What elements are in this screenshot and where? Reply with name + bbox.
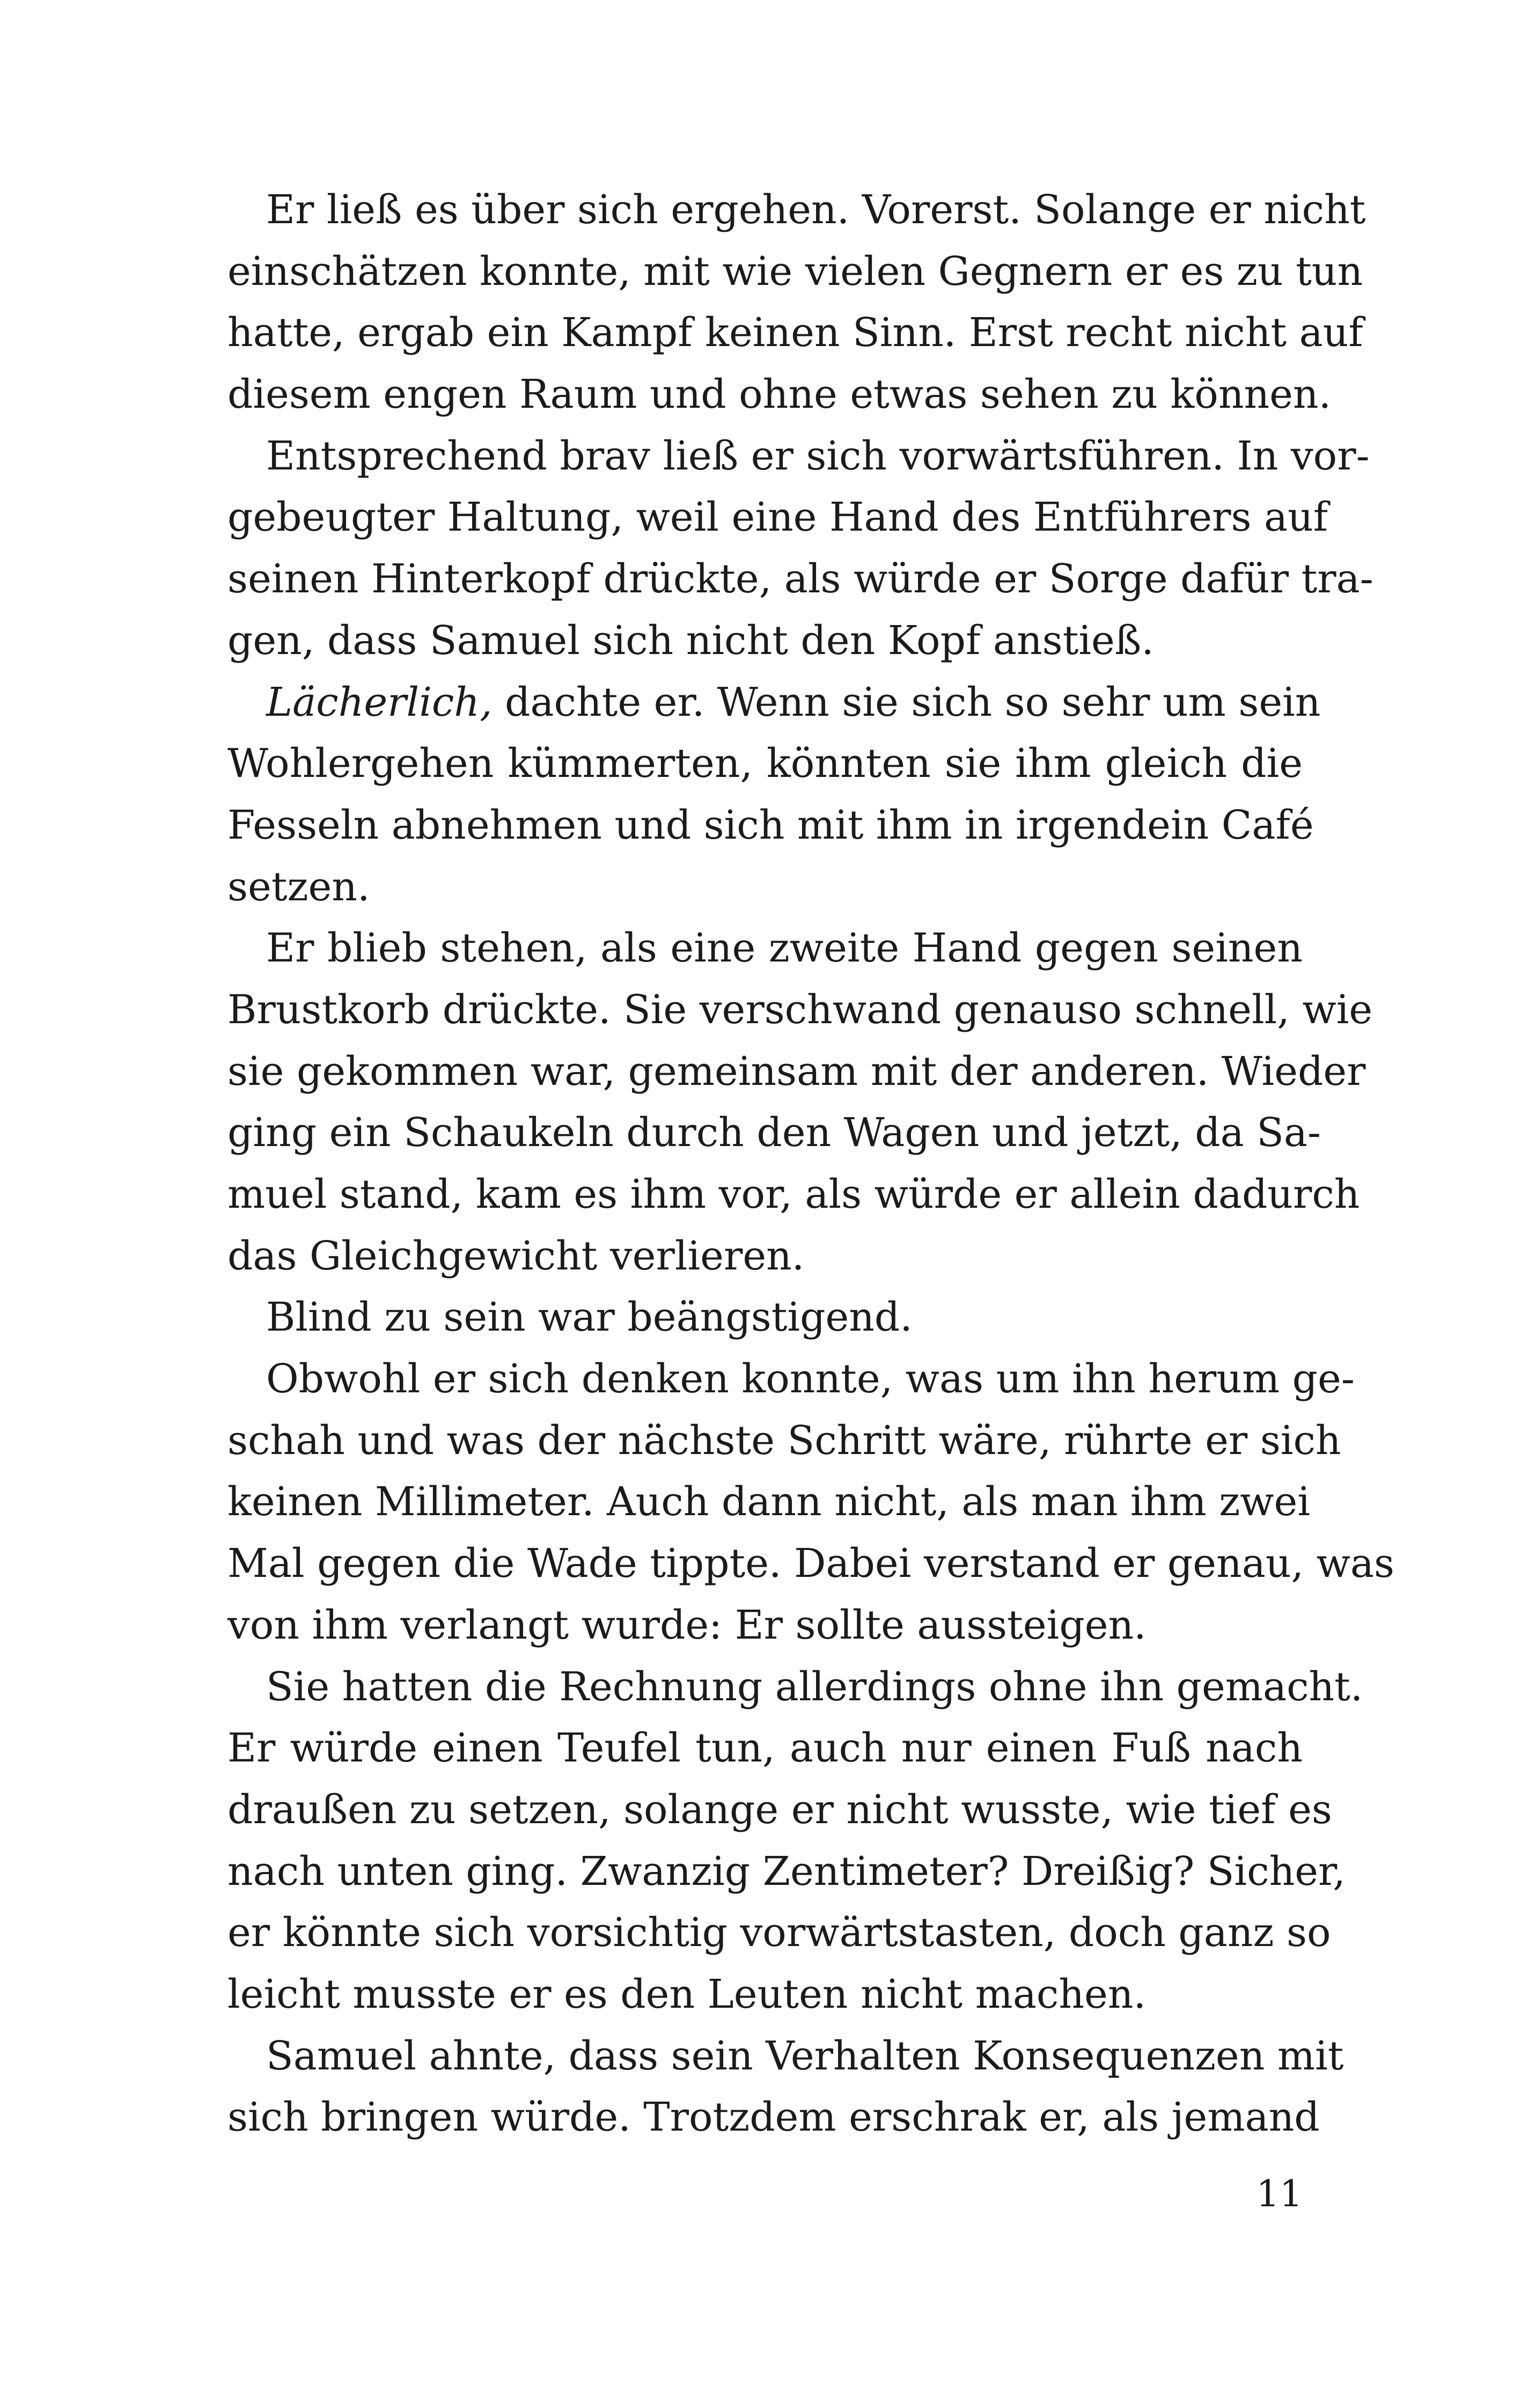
text-line: gebeugter Haltung, weil eine Hand des Entführers auf [227,494,1328,541]
text-line [227,672,1321,733]
text-line: Entsprechend brav ließ er sich vorwärtsführen. In vor- [266,432,1370,479]
text-line: hatte, ergab ein Kampf keinen Sinn. Erst recht nicht auf [227,310,1363,356]
text-line: Er blieb stehen, als eine zweite Hand gegen seinen [266,925,1303,972]
text-line: Fesseln abnehmen und sich mit ihm in irgendein Café [227,802,1314,848]
text-line: Blind zu sein war beängstigend. [266,1294,913,1341]
text-line: das Gleichgewicht verlieren. [227,1232,805,1279]
text-line: leicht musste er es den Leuten nicht machen. [227,1971,1147,2017]
text-line: Wohlergehen kümmerten, könnten sie ihm gleich die [227,740,1303,787]
text-line: er könnte sich vorsichtig vorwärtstasten, doch ganz so [227,1910,1331,1956]
text-line: einschätzen konnte, mit wie vielen Gegnern er es zu tun [227,248,1363,295]
text-run: dachte er. Wenn sie sich so sehr um sein [492,679,1321,725]
text-line: Er ließ es über sich ergehen. Vorerst. Solange er nicht [266,187,1366,233]
text-line: setzen. [227,863,370,910]
text-line: Brustkorb drückte. Sie verschwand genauso schnell, wie [227,986,1373,1033]
text-line: nach unten ging. Zwanzig Zentimeter? Dreißig? Sicher, [227,1848,1346,1895]
text-line: keinen Millimeter. Auch dann nicht, als man ihm zwei [227,1479,1310,1525]
body-text [227,179,1395,2148]
text-line: Sie hatten die Rechnung allerdings ohne ihn gemacht. [266,1663,1363,1710]
text-line: sie gekommen war, gemeinsam mit der anderen. Wieder [227,1048,1366,1095]
italic-word: Lächerlich, [266,679,493,725]
text-line: gen, dass Samuel sich nicht den Kopf anstieß. [227,617,1154,664]
page-number: 11 [1256,2173,1303,2215]
text-line: sich bringen würde. Trotzdem erschrak er, als jemand [227,2094,1320,2141]
text-line: Samuel ahnte, dass sein Verhalten Konsequenzen mit [266,2032,1344,2079]
text-line: Er würde einen Teufel tun, auch nur einen Fuß nach [227,1725,1303,1772]
text-line: seinen Hinterkopf drückte, als würde er Sorge dafür tra- [227,556,1373,603]
text-line: muel stand, kam es ihm vor, als würde er allein dadurch [227,1171,1360,1217]
text-line: Mal gegen die Wade tippte. Dabei verstand er genau, was [227,1540,1395,1587]
text-line: diesem engen Raum und ohne etwas sehen zu können. [227,371,1332,418]
text-line: ging ein Schaukeln durch den Wagen und jetzt, da Sa- [227,1110,1321,1156]
text-line: Obwohl er sich denken konnte, was um ihn herum ge- [266,1356,1355,1403]
text-line: schah und was der nächste Schritt wäre, rührte er sich [227,1417,1341,1464]
text-line: von ihm verlangt wurde: Er sollte aussteigen. [227,1602,1147,1648]
text-line: draußen zu setzen, solange er nicht wusste, wie tief es [227,1786,1332,1833]
